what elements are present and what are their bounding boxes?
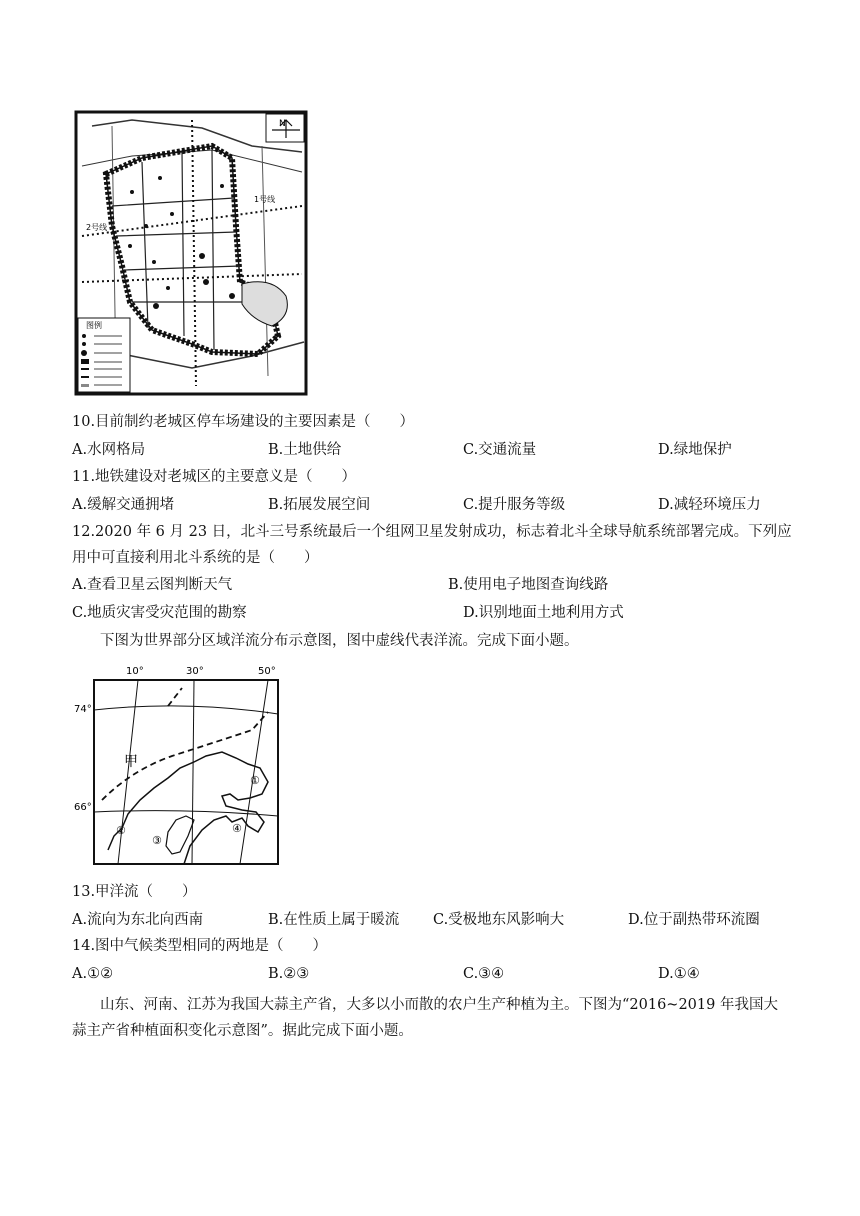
q10-option-d[interactable]: D.绿地保护: [658, 442, 732, 458]
q12-option-b[interactable]: B.使用电子地图查询线路: [448, 577, 609, 593]
q14-option-d[interactable]: D.①④: [658, 966, 700, 982]
intro-garlic-line1: 山东、河南、江苏为我国大蒜主产省，大多以小而散的农户生产种植为主。下图为“2016~2019 年我国大: [100, 997, 778, 1013]
current-jia-label: 甲: [124, 754, 138, 770]
q13-stem: 13.甲洋流（ ）: [72, 884, 197, 900]
q14-option-b[interactable]: B.②③: [268, 966, 310, 982]
q12-option-c[interactable]: C.地质灾害受灾范围的勘察: [72, 605, 247, 621]
place-label-4: ④: [232, 822, 242, 835]
metro-line-1-label: 1号线: [254, 195, 276, 204]
q14-option-c[interactable]: C.③④: [463, 966, 505, 982]
q11-option-c[interactable]: C.提升服务等级: [463, 497, 566, 513]
ocean-map-svg: [72, 660, 282, 870]
q11-option-a[interactable]: A.缓解交通拥堵: [72, 497, 175, 513]
q14-stem: 14.图中气候类型相同的两地是（ ）: [72, 938, 328, 954]
place-label-3: ③: [152, 834, 162, 847]
q13-option-b[interactable]: B.在性质上属于暖流: [268, 912, 400, 928]
q11-stem: 11.地铁建设对老城区的主要意义是（ ）: [72, 469, 357, 485]
place-label-2: ②: [116, 824, 126, 837]
q12-option-d[interactable]: D.识别地面土地利用方式: [463, 605, 624, 621]
place-label-1: ①: [250, 774, 260, 787]
q10-option-b[interactable]: B.土地供给: [268, 442, 342, 458]
lat-label-66: 66°: [74, 802, 92, 813]
q12-stem-line1: 12.2020 年 6 月 23 日，北斗三号系统最后一个组网卫星发射成功，标志着北斗全球导航系统部署完成。下列应: [72, 524, 792, 540]
q13-option-d[interactable]: D.位于副热带环流圈: [628, 912, 760, 928]
intro-garlic-line2: 蒜主产省种植面积变化示意图”。据此完成下面小题。: [72, 1023, 413, 1039]
intro-ocean-map: 下图为世界部分区域洋流分布示意图，图中虚线代表洋流。完成下面小题。: [100, 633, 579, 649]
city-map-svg: [72, 106, 312, 396]
q13-option-c[interactable]: C.受极地东风影响大: [433, 912, 565, 928]
q10-option-a[interactable]: A.水网格局: [72, 442, 146, 458]
q11-option-b[interactable]: B.拓展发展空间: [268, 497, 371, 513]
q10-stem: 10.目前制约老城区停车场建设的主要因素是（ ）: [72, 414, 415, 430]
lon-label-50: 50°: [258, 666, 276, 677]
q12-option-a[interactable]: A.查看卫星云图判断天气: [72, 577, 233, 593]
ocean-map-figure: [72, 660, 282, 870]
legend-title: 图例: [86, 321, 102, 330]
lon-label-30: 30°: [186, 666, 204, 677]
q11-option-d[interactable]: D.减轻环境压力: [658, 497, 761, 513]
city-map-figure: [72, 106, 312, 396]
q14-option-a[interactable]: A.①②: [72, 966, 114, 982]
north-label: N: [279, 119, 286, 129]
metro-line-2-label: 2号线: [86, 223, 108, 232]
lat-label-74: 74°: [74, 704, 92, 715]
lon-label-10: 10°: [126, 666, 144, 677]
q10-option-c[interactable]: C.交通流量: [463, 442, 537, 458]
q13-option-a[interactable]: A.流向为东北向西南: [72, 912, 204, 928]
q12-stem-line2: 用中可直接利用北斗系统的是（ ）: [72, 550, 319, 566]
